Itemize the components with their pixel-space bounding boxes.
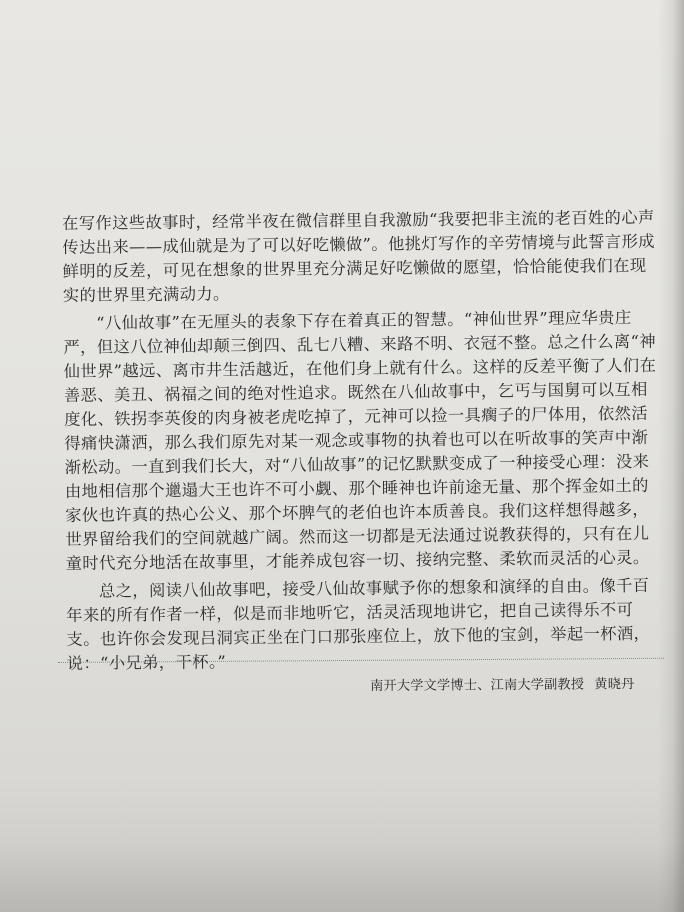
author-signature — [370, 673, 670, 694]
paragraph-baxian-wisdom: “八仙故事”在无厘头的表象下存在着真正的智慧。“神仙世界”理应华贵庄严，但这八位神仙却颠三倒四、乱七八糟、来路不明、衣冠不整。总之什么离“神仙世界”越远、离市井生活越近，在他们身上就有什么。这样的反差平衡了人们在善恶、美丑、祸福之间的绝对性追求。既然在八仙故事中，乞丐与国舅可以互相度化、铁拐李英俊的肉身被老虎吃掉了，元神可以捡一具瘸子的尸体用，依然活得痛快潇洒，那么我们原先对某一观念或事物的执着也可以在听故事的笑声中渐渐松动。一直到我们长大，对“八仙故事”的记忆默默变成了一种接受心理：没来由地相信那个邋遢大王也许不可小觑、那个睡神也许前途无量、那个挥金如土的家伙也许真的热心公义、那个坏脾气的老伯也许本质善良。我们这样想得越多，世界留给我们的空间就越广阔。然而这一切都是无法通过说教获得的，只有在儿童时代充分地活在故事里，才能养成包容一切、接纳完整、柔软而灵活的心灵。 — [63, 308, 657, 573]
author-affiliation: 南开大学文学博士、江南大学副教授 — [370, 677, 585, 694]
author-name: 黄晓丹 — [594, 677, 635, 693]
article-body — [62, 206, 665, 680]
paragraph-continued: 在写作这些故事时，经常半夜在微信群里自我激励“我要把非主流的老百姓的心声传达出来——成仙就是为了可以好吃懒做”。他挑灯写作的辛劳情境与此誓言形成鲜明的反差，可见在想象的世界里充分满足好吃懒做的愿望，恰恰能使我们在现实的世界里充满动力。 — [62, 207, 656, 305]
page-bottom-shadow — [0, 842, 684, 912]
paragraph-conclusion: 总之，阅读八仙故事吧，接受八仙故事赋予你的想象和演绎的自由。像千百年来的所有作者一样，似是而非地听它，活灵活现地讲它，把自己读得乐不可支。也许你会发现吕洞宾正坐在门口那张座位上，放下他的宝剑，举起一杯酒，说：“小兄弟，干杯。” — [66, 575, 651, 673]
